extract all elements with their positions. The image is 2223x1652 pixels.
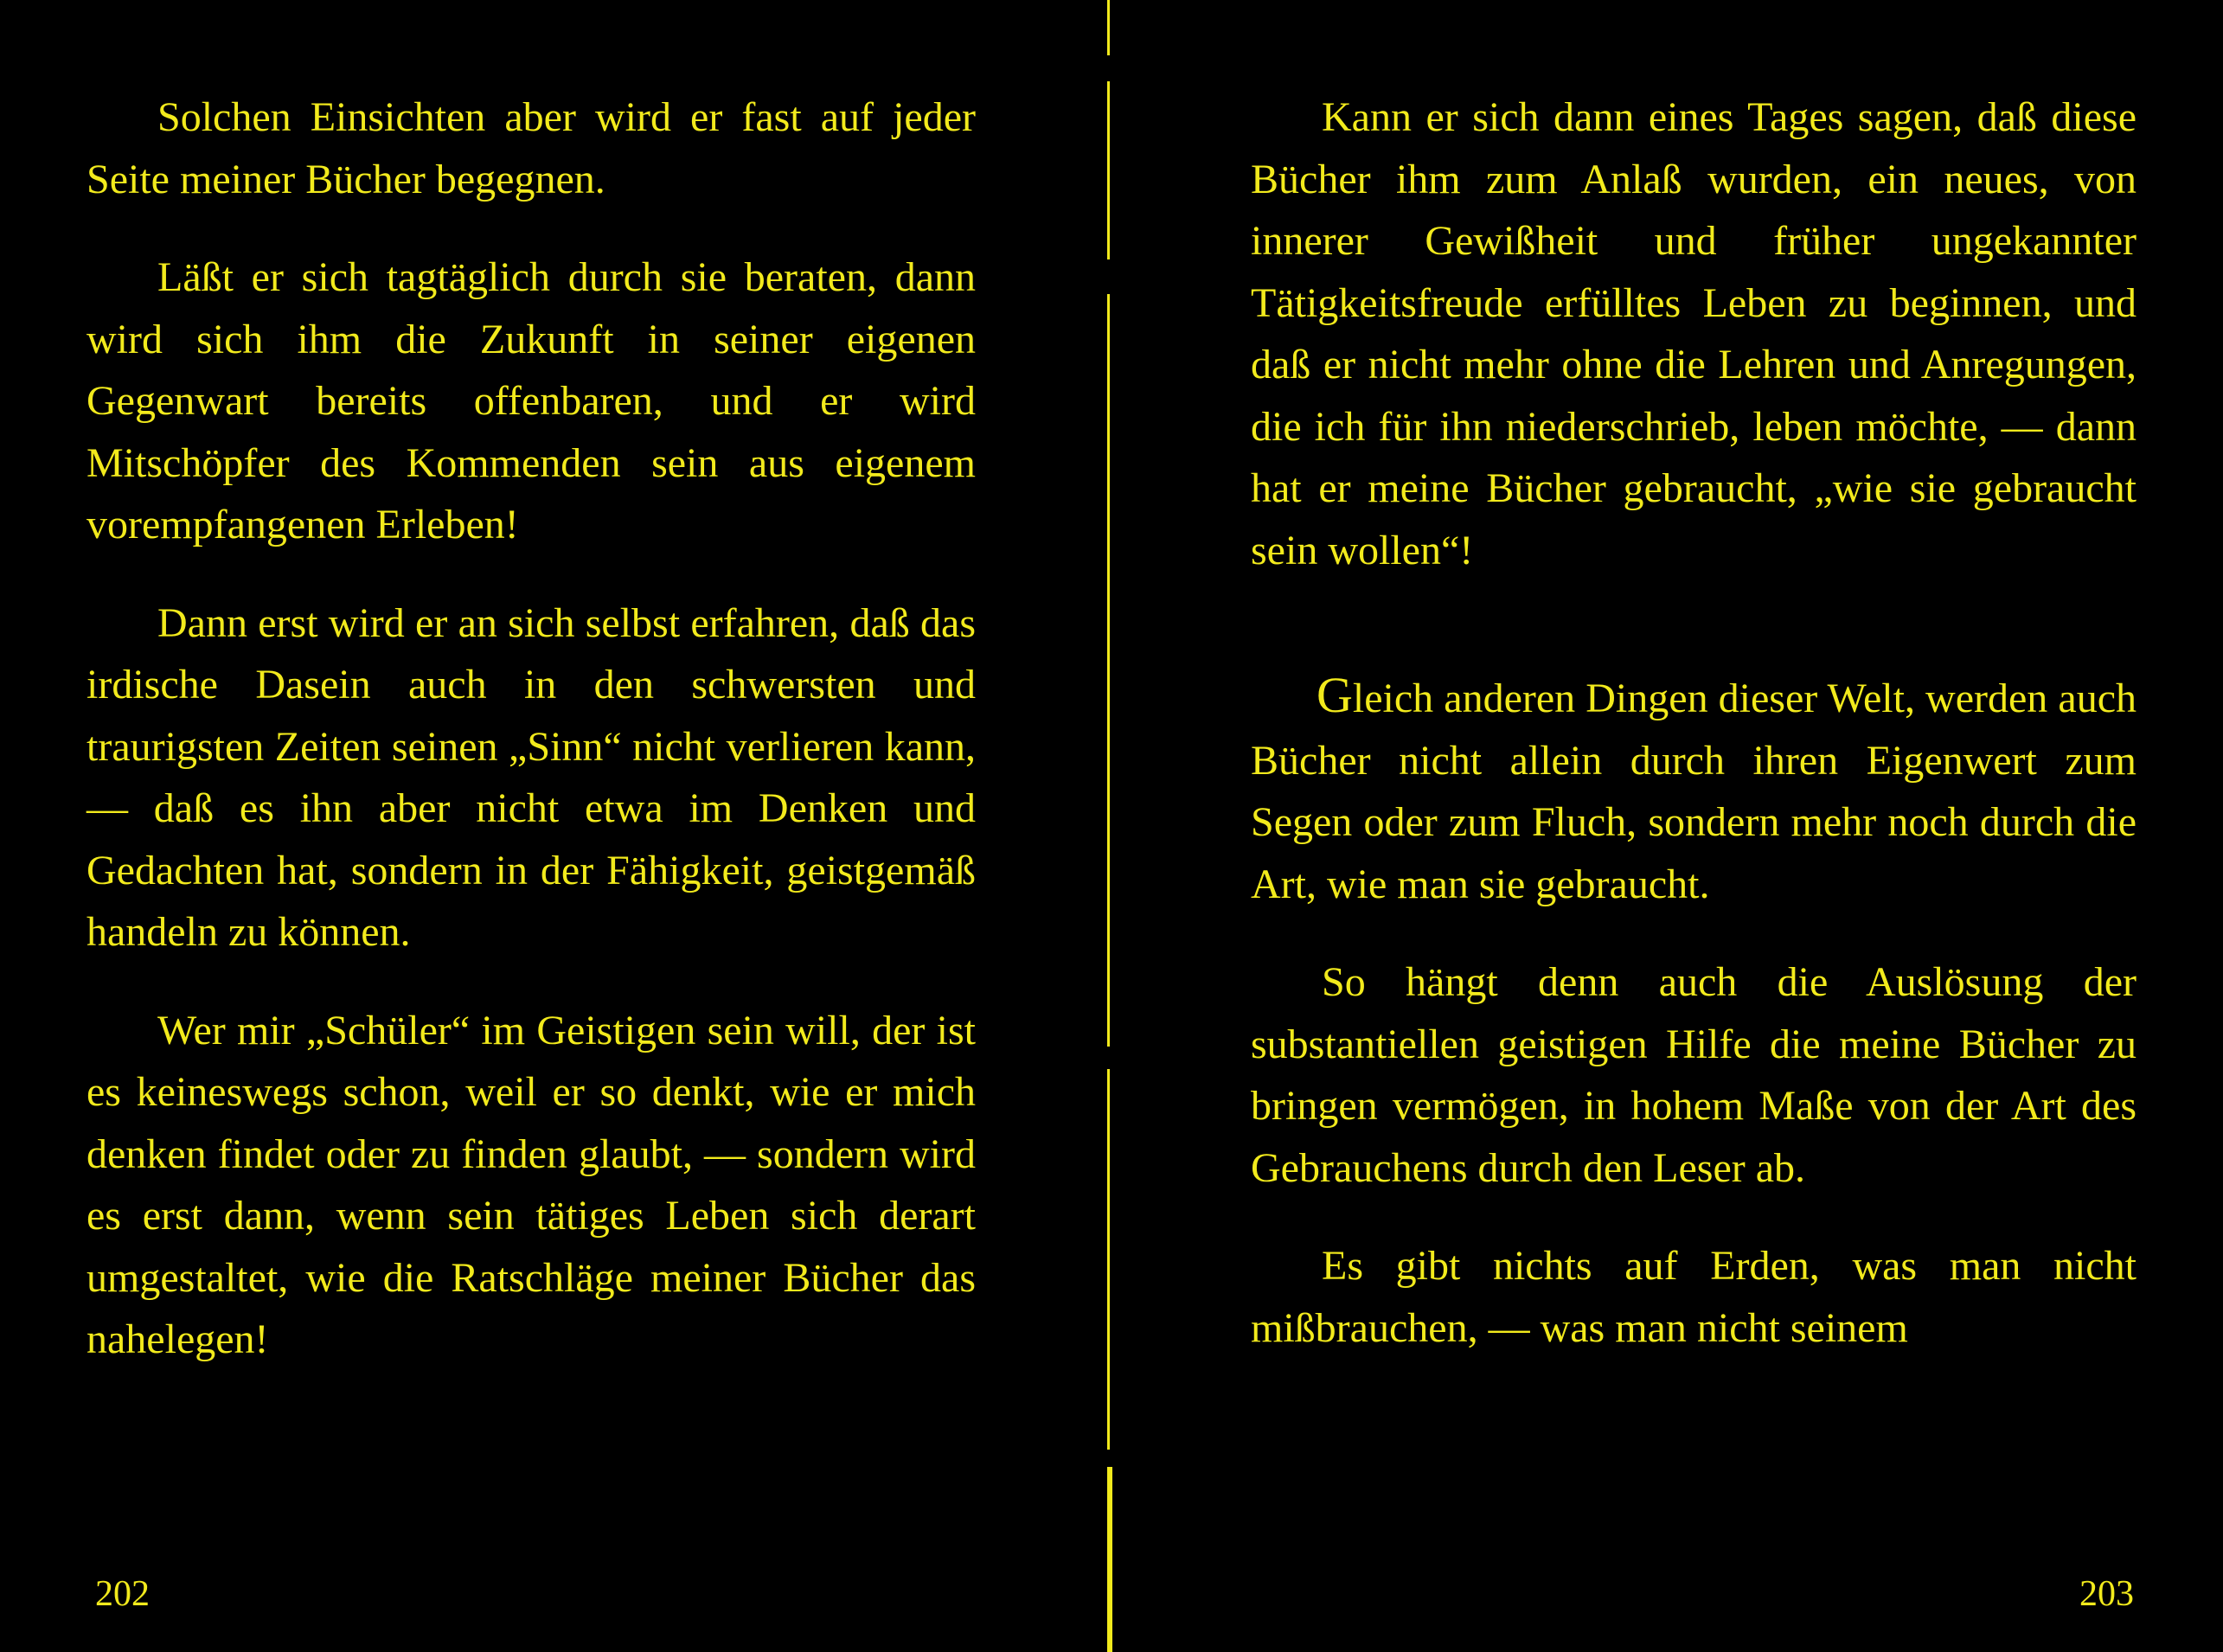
- page-number-right: 203: [2079, 1574, 2134, 1614]
- left-paragraph-4: Wer mir „Schüler“ im Geistigen sein will, der ist es keineswegs schon, weil er so denkt, wie er mich denken findet oder zu finden glaubt, — sondern wird es erst dann, wenn sein tätiges Leben sich derart umgestaltet, wie die Ratschläge meiner Bücher das nahelegen!: [86, 1007, 976, 1362]
- section-initial: G: [1317, 667, 1353, 723]
- page-number-left: 202: [95, 1574, 150, 1614]
- right-page: [1251, 0, 2137, 1359]
- left-paragraph-3: Dann erst wird er an sich selbst erfahren, daß das irdische Dasein auch in den schwersten und traurigsten Zeiten seinen „Sinn“ nicht verlieren kann, — daß es ihn aber nicht etwa im Denken und Gedachten hat, sondern in der Fähigkeit, geistgemäß handeln zu können.: [86, 599, 976, 955]
- right-paragraph-2: [1251, 668, 2137, 915]
- left-paragraph-2: Läßt er sich tagtäglich durch sie beraten, dann wird sich ihm die Zukunft in seiner eigenen Gegenwart bereits offenbaren, und er wird Mitschöpfer des Kommenden sein aus eigenem vorempfangenen Erleben!: [86, 254, 976, 547]
- right-paragraph-3: So hängt denn auch die Auslösung der substantiellen geistigen Hilfe die meine Bücher zu bringen vermögen, in hohem Maße von der Art des Gebrauchens durch den Leser ab.: [1251, 959, 2137, 1191]
- gutter-line: [1107, 0, 1110, 1652]
- gutter-shadow: [1107, 1467, 1112, 1652]
- left-page: [86, 0, 976, 1371]
- right-paragraph-1: Kann er sich dann eines Tages sagen, daß diese Bücher ihm zum Anlaß wurden, ein neues, von innerer Gewißheit und früher ungekannter Tätigkeitsfreude erfülltes Leben zu beginnen, und daß er nicht mehr ohne die Lehren und Anregungen, die ich für ihn niederschrieb, leben möchte, — dann hat er meine Bücher gebraucht, „wie sie gebraucht sein wollen“!: [1251, 94, 2137, 573]
- right-paragraph-2-text: leich anderen Dingen dieser Welt, werden auch Bücher nicht allein durch ihren Eigenwert zum Segen oder zum Fluch, sondern mehr noch durch die Art, wie man sie gebraucht.: [1251, 676, 2137, 907]
- book-gutter: [1100, 0, 1118, 1652]
- left-paragraph-1: Solchen Einsichten aber wird er fast auf jeder Seite meiner Bücher begegnen.: [86, 94, 976, 202]
- right-paragraph-4: Es gibt nichts auf Erden, was man nicht mißbrauchen, — was man nicht seinem: [1251, 1243, 2137, 1351]
